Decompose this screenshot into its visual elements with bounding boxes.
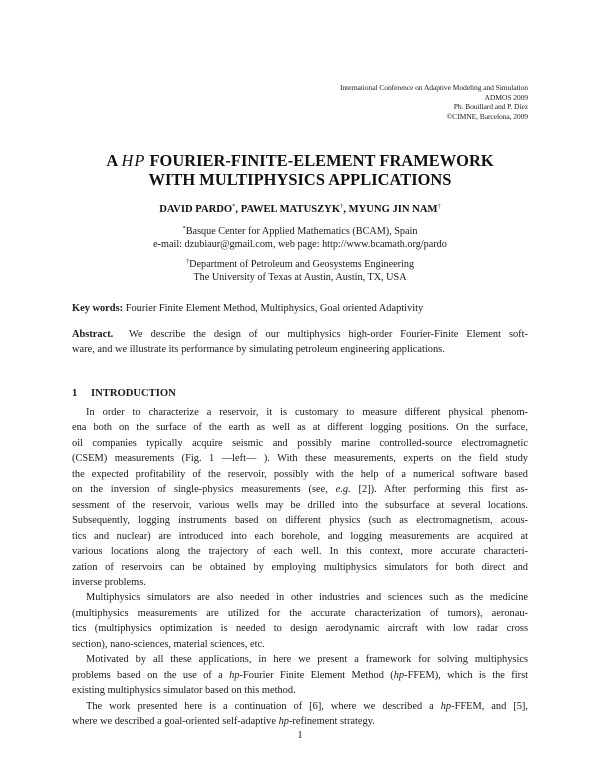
text-run: section), nano-sciences, material sciences, etc. [72,638,265,650]
title-line-2: WITH MULTIPHYSICS APPLICATIONS [148,169,452,189]
text-run: on the inversion of single-physics measurements (see, [72,484,336,496]
italic-text: hp [278,716,289,728]
affiliation-mark: † [185,258,190,265]
body-line [72,467,528,482]
page-number: 1 [297,730,303,741]
text-run: -FFEM), which is the first [404,669,529,681]
author-name: DAVID PARDO [159,204,233,215]
author-list [0,200,600,216]
affiliation-contact: e-mail: dzubiaur@gmail.com, web page: http://www.bcamath.org/pardo [153,239,447,251]
body-line [72,637,528,652]
abstract-text-line-2: ware, and we illustrate its performance by simulating petroleum engineering applications. [72,344,445,356]
body-line [72,560,528,575]
author-mark: * [232,203,236,210]
text-run: -FFEM, and [5], [451,700,528,712]
affiliation-university: The University of Texas at Austin, Austin, TX, USA [193,272,407,284]
body-line [72,699,528,714]
text-run: the expected profitability of the reservoir, possibly with the help of a numerical software based [72,468,528,480]
text-run: tics (multiphysics optimization is needed to design aerodynamic aircraft with low radar cross [72,623,528,635]
conference-header [340,83,528,121]
conference-copyright: ©CIMNE, Barcelona, 2009 [446,111,528,121]
section-number: 1 [72,388,78,399]
body-line [72,482,528,497]
section-title: INTRODUCTION [91,388,176,399]
text-run: Subsequently, logging instruments based on different physics (such as electromagnetism, acous- [72,515,528,527]
body-line [72,606,528,621]
author-name: MYUNG JIN NAM [348,204,438,215]
title-line-1-rest: FOURIER-FINITE-ELEMENT FRAMEWORK [145,151,494,170]
conference-acronym: ADMOS 2009 [484,92,528,102]
body-text [72,405,528,730]
italic-text: e.g. [335,484,351,496]
text-run: inverse problems. [72,576,146,588]
title-line-1 [0,152,600,171]
body-line [72,405,528,420]
conference-editors: Ph. Bouillard and P. Díez [453,102,528,112]
conference-name: International Conference on Adaptive Modeling and Simulation [339,83,528,92]
text-run: [2]). After performing this first as- [350,484,528,496]
section-heading [72,387,176,400]
abstract [72,327,528,358]
affiliation-department: Department of Petroleum and Geosystems Engineering [189,259,415,270]
abstract-label: Abstract. [72,329,114,340]
text-run: where we described a goal-oriented self-adaptive [72,716,279,728]
author-mark: † [437,203,441,210]
italic-text: hp [229,669,240,681]
text-run: zation of reservoirs can be obtained by employing multiphysics simulators for both direct and [72,561,528,573]
keywords-text: Fourier Finite Element Method, Multiphysics, Goal oriented Adaptivity [123,303,424,314]
italic-text: hp [440,700,452,712]
abstract-text-line-1: We describe the design of our multiphysics high-order Fourier-Finite Element soft- [113,329,528,340]
body-line [72,590,528,605]
text-run: Motivated by all these applications, in here we present a framework for solving multiphysics [86,654,528,666]
body-line [72,683,528,698]
affiliation-1 [0,222,600,251]
text-run: problems based on the use of a [72,669,230,681]
body-line [72,420,528,435]
body-line [72,621,528,636]
body-line [72,498,528,513]
body-line [72,575,528,590]
paper-title [0,152,600,189]
text-run: sessment of the reservoir, various wells may be drilled into the subsurface at several locations. [72,499,528,511]
text-run: oil companies typically acquire seismic and possibly marine controlled-source electromagnetic [72,437,528,449]
author-mark: † [340,203,344,210]
text-run: Multiphysics simulators are also needed in other industries and sciences such as the medicine [86,592,528,604]
text-run: (multiphysics measurements are utilized for the accurate characterization of tumors), aeronau- [72,607,528,619]
text-run: ena both on the surface of the earth as well as at different logging positions. On the surface, [72,422,528,434]
keywords-label: Key words: [72,303,124,314]
body-line [72,544,528,559]
text-run: -refinement strategy. [288,716,375,728]
italic-text: hp [393,669,405,681]
affiliation-mark: * [182,225,186,232]
author-separator: , [235,204,241,215]
body-line [72,668,528,683]
affiliation-institution: Basque Center for Applied Mathematics (BCAM), Spain [185,226,418,237]
body-line [72,513,528,528]
body-line [72,529,528,544]
text-run: (CSEM) measurements (Fig. 1 —left— ). With these measurements, experts on the field study [72,453,528,465]
title-hp: HP [121,151,146,170]
text-run: The work presented here is a continuation of [6], where we described a [86,700,441,712]
body-line [72,436,528,451]
body-line [72,652,528,667]
author-name: PAWEL MATUSZYK [240,204,341,215]
keywords [72,302,528,315]
text-run: In order to characterize a reservoir, it is customary to measure different physical phenom- [86,407,528,418]
affiliation-2 [0,255,600,284]
title-prefix: A [106,151,122,170]
text-run: existing multiphysics simulator based on this method. [72,685,296,697]
body-line [72,714,528,729]
text-run: tics and nuclear) are introduced into each borehole, and logging measurements are acquired at [72,530,528,542]
body-line [72,451,528,466]
author-separator: , [343,204,349,215]
text-run: various locations along the trajectory of each well. In this context, more accurate characteri- [72,546,528,558]
text-run: -Fourier Finite Element Method ( [239,669,394,681]
